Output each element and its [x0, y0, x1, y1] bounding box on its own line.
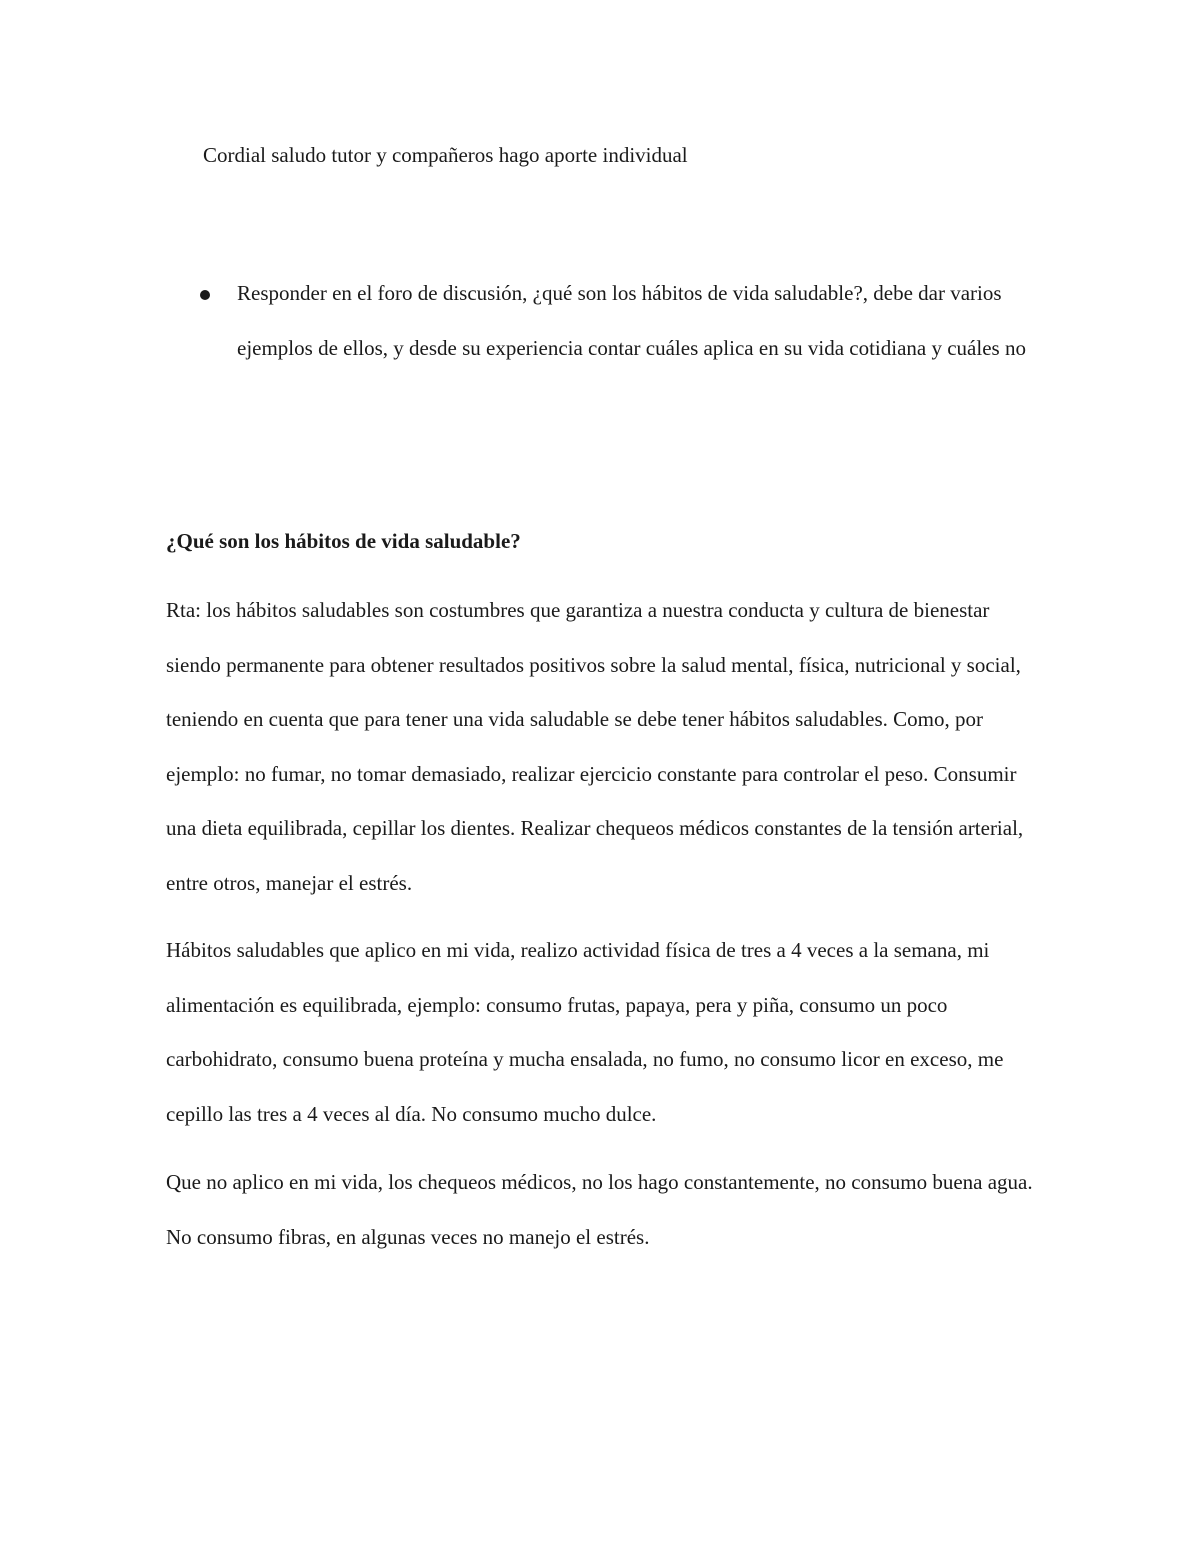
section-heading: ¿Qué son los hábitos de vida saludable?: [166, 529, 521, 553]
paragraph-definition: Rta: los hábitos saludables son costumbres que garantiza a nuestra conducta y cultura de bienestar siendo permanente para obtener resultados positivos sobre la salud mental, física, nutricional y social, teniendo en cuenta que para tener una vida saludable se debe tener hábitos saludables. Como, por ejemplo: no fumar, no tomar demasiado, realizar ejercicio constante para controlar el peso. Consumir una dieta equilibrada, cepillar los dientes. Realizar chequeos médicos constantes de la tensión arterial, entre otros, manejar el estrés.: [166, 598, 1024, 895]
paragraph-habits-not-applied: Que no aplico en mi vida, los chequeos médicos, no los hago constantemente, no consumo buena agua. No consumo fibras, en algunas veces no manejo el estrés.: [166, 1170, 1033, 1249]
bullet-icon: [200, 290, 210, 300]
greeting-line: Cordial saludo tutor y compañeros hago aporte individual: [203, 143, 688, 167]
paragraph-habits-applied: Hábitos saludables que aplico en mi vida, realizo actividad física de tres a 4 veces a la semana, mi alimentación es equilibrada, ejemplo: consumo frutas, papaya, pera y piña, consumo un poco carbohidrato, consumo buena proteína y mucha ensalada, no fumo, no consumo licor en exceso, me cepillo las tres a 4 veces al día. No consumo mucho dulce.: [166, 938, 1004, 1126]
task-bullet-text: Responder en el foro de discusión, ¿qué son los hábitos de vida saludable?, debe dar varios ejemplos de ellos, y desde su experiencia contar cuáles aplica en su vida cotidiana y cuáles no: [237, 281, 1026, 360]
